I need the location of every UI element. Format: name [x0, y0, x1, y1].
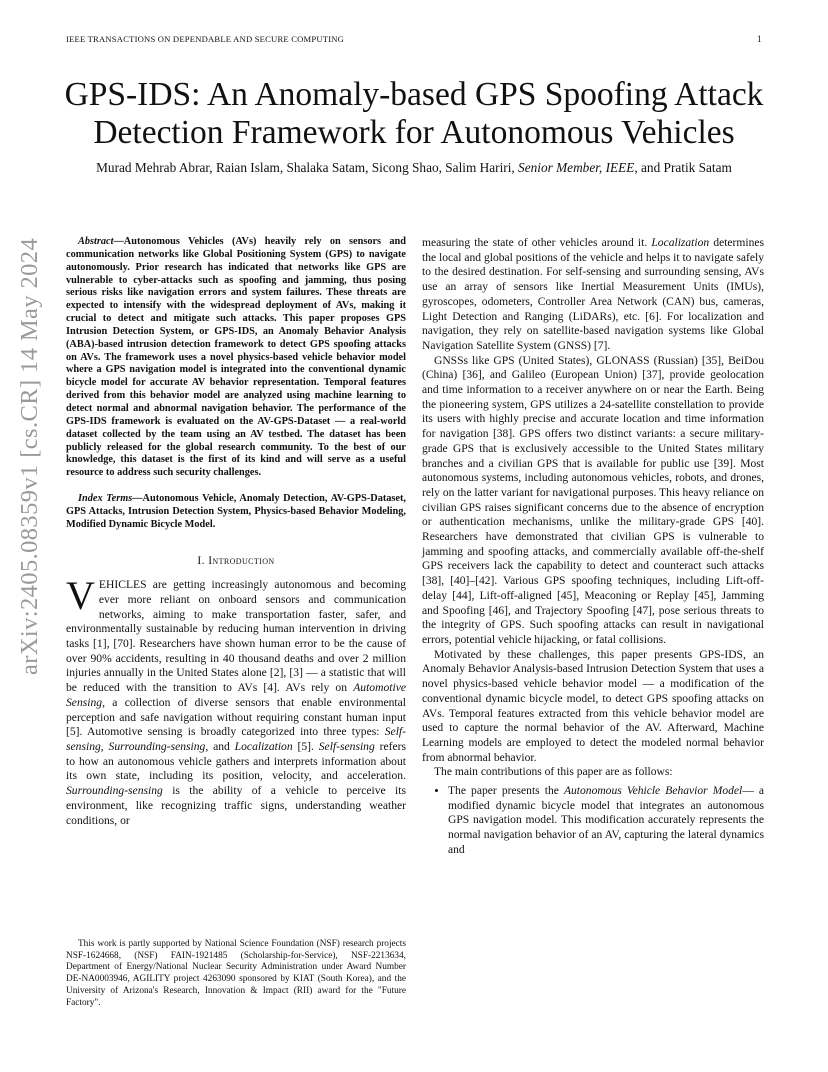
intro-text: EHICLES are getting increasingly autonomous and becoming ever more reliant on onboard sensors and communication networks, aiming to make transportation faster, safer, and environmentally sustainable by reducing human intervention in driving tasks [1], [70]. Researchers have shown human error to be the cause of over 90% accidents, resulting in 40 thousand deaths and over 2 million injuries annually in the United States alone [2], [3] — a statistic that will be reduced with the transition to AVs [4]. AVs rely on: [66, 578, 406, 695]
term-localization-2: Localization: [651, 237, 710, 249]
contribution-text: The paper presents the: [448, 785, 564, 798]
abstract-label: Abstract: [78, 236, 114, 247]
term-surrounding-sensing-2: Surrounding-sensing: [66, 784, 163, 798]
title-line-1: GPS-IDS: An Anomaly-based GPS Spoofing Attack: [64, 76, 764, 113]
left-column: [66, 236, 406, 828]
arxiv-identifier[interactable]: arXiv:2405.08359v1 [cs.CR] 14 May 2024: [16, 237, 43, 675]
abstract-text: —Autonomous Vehicles (AVs) heavily rely on sensors and communication networks like Global Positioning System (GPS) to navigate autonomously. Prior research has indicated that networks like GPS are vulnerable to cyber-attacks such as spoofing and jamming, thus posing serious risks like navigation errors and system failures. These threats are expected to intensify with the widespread deployment of AVs, making it crucial to detect and mitigate such attacks. This paper proposes GPS Intrusion Detection System, or GPS-IDS, an Anomaly Behavior Analysis (ABA)-based intrusion detection framework to detect GPS spoofing attacks on AVs. The framework uses a novel physics-based vehicle behavior model where a GPS navigation model is integrated into the conventional dynamic bicycle model for accurate AV behavior representation. Temporal features derived from this behavior model are analyzed using machine learning to detect normal and abnormal navigation behavior. The performance of the GPS-IDS framework is evaluated on the AV-GPS-Dataset — a real-world dataset collected by the team using an AV testbed. The dataset has been publicly released for the global research community. To the best of our knowledge, this dataset is the first of its kind and will serve as a useful resource to address such security challenges.: [66, 236, 406, 479]
intro-text: refers to how an autonomous vehicle gathers and interprets information about its own state, including its position, velocity, and acceleration.: [66, 740, 407, 783]
title-line-2: Detection Framework for Autonomous Vehicles: [93, 114, 735, 151]
section-title: Introduction: [208, 554, 275, 567]
intro-text: , and: [205, 740, 235, 753]
term-self-sensing: Self-sensing: [66, 725, 406, 753]
term-automotive-sensing: Automotive Sensing: [66, 681, 406, 709]
term-surrounding-sensing: Surrounding-sensing: [108, 740, 206, 753]
intro-paragraph-1-continued: [422, 236, 764, 354]
author-list: [60, 159, 768, 177]
contribution-text: — a modified dynamic bicycle model that integrates an autonomous GPS navigation model. This modification accurately represents the normal navigation behavior of an AV, capturing the lateral dynamics and: [448, 785, 765, 856]
running-header: IEEE TRANSACTIONS ON DEPENDABLE AND SECURE COMPUTING: [66, 34, 345, 44]
intro-paragraph-1: [66, 573, 407, 828]
intro-text: is the ability of a vehicle to perceive its environment, like recognizing traffic signs, understanding weather conditions, or: [66, 784, 406, 827]
intro-text: ,: [100, 740, 109, 753]
intro-text: determines the local and global positions of the vehicle and helps it to navigate safely to the desired destination. For self-sensing and surrounding sensing, AVs use an array of sensors like Inertial Measurement Units (IMUs), gyroscopes, odometers, Controller Area Network (CAN) bus, cameras, Light Detection and Ranging (LiDARs), etc. [6]. For localization and navigation, they rely on satellite-based navigation systems like Global Navigation Satellite System (GNSS) [7].: [422, 237, 764, 352]
page-number: 1: [757, 34, 762, 44]
index-terms-label: Index Terms: [78, 493, 133, 505]
drop-cap: V: [66, 573, 95, 619]
intro-text: measuring the state of other vehicles around it.: [422, 237, 652, 249]
index-terms-text: —Autonomous Vehicle, Anomaly Detection, AV-GPS-Dataset, GPS Attacks, Intrusion Detection System, Physics-based Behavior Modeling, Modified Dynamic Bicycle Model.: [66, 493, 406, 530]
abstract: [66, 236, 406, 480]
intro-paragraph-3: Motivated by these challenges, this paper presents GPS-IDS, an Anomaly Behavior Analysis-based Intrusion Detection System that uses a novel physics-based vehicle behavior model — a modification of the conventional dynamic bicycle model, to detect GPS spoofing attacks on AVs. Temporal features extracted from this vehicle behavior model are used to capture the normal behavior of the AV. Afterward, Machine Learning models are employed to detect the modeled normal behavior from abnormal behavior.: [422, 648, 764, 764]
authors-names-end: , and Pratik Satam: [634, 160, 732, 175]
author-membership: Senior Member, IEEE: [518, 160, 635, 175]
intro-paragraph-4: The main contributions of this paper are as follows:: [434, 766, 673, 779]
authors-names: Murad Mehrab Abrar, Raian Islam, Shalaka Satam, Sicong Shao, Salim Hariri,: [96, 160, 519, 175]
term-self-sensing-2: Self-sensing: [318, 740, 375, 753]
section-heading-introduction: [66, 554, 406, 569]
intro-paragraph-2: GNSSs like GPS (United States), GLONASS (Russian) [35], BeiDou (China) [36], and Galileo (European Union) [37], provide geolocation and time information to a receiver anywhere on or near the Earth. Being the pioneering system, GPS utilizes a 24-satellite constellation to provide its users with highly precise and accurate location and time information for navigation [38]. GPS offers two distinct variants: a secure military-grade GPS that is exclusively accessible to the United States military branches and a civilian GPS that is available for public use [39]. Most autonomous systems, including autonomous vehicles, robots, and drones, rely on the latter variant for navigational purposes. This heavy reliance on civilian GPS raises significant concerns due to the absence of encryption or authentication mechanisms, unlike the military-grade GPS [40]. Researchers have demonstrated that civilian GPS is vulnerable to jamming and spoofing attacks, and commercially available off-the-shelf GPS receivers lack the capability to detect and counteract such attacks [38], [40]–[42]. Various GPS spoofing techniques, including Lift-off-delay [44], Lift-off-aligned [45], Meaconing or Replay [45], Jamming and Spoofing [46], and Trajectory Spoofing [47], pose serious threats to the integrity of GPS. Such spoofing attacks can result in navigational errors, potential vehicle hijacking, or fatal collisions.: [422, 354, 764, 646]
contributions-list: [422, 784, 764, 858]
intro-text: [5].: [292, 740, 319, 753]
term-localization: Localization: [234, 740, 293, 753]
paper-title: [20, 76, 808, 152]
intro-text: , a collection of diverse sensors that enable environmental perception and safe navigation without requiring constant human input [5]. Automotive sensing is broadly categorized into three types:: [66, 695, 406, 739]
right-column: [422, 236, 764, 858]
contribution-item: [448, 784, 764, 858]
footnote: This work is partly supported by National Science Foundation (NSF) research projects NSF-1624668, (NSF) FAIN-1921485 (Scholarship-for-Service), NSF-2213634, Department of Energy/National Nuclear Security Administration under Award Number DE-NA0003946, AGILITY project 4263090 sponsored by KIAT (South Korea), and the University of Arizona's Research, Innovation & Impact (RII) award for the "Future Factory".: [66, 939, 406, 1008]
index-terms: [66, 493, 406, 532]
term-av-behavior-model: Autonomous Vehicle Behavior Model: [563, 785, 743, 798]
section-numeral: I.: [197, 554, 205, 567]
